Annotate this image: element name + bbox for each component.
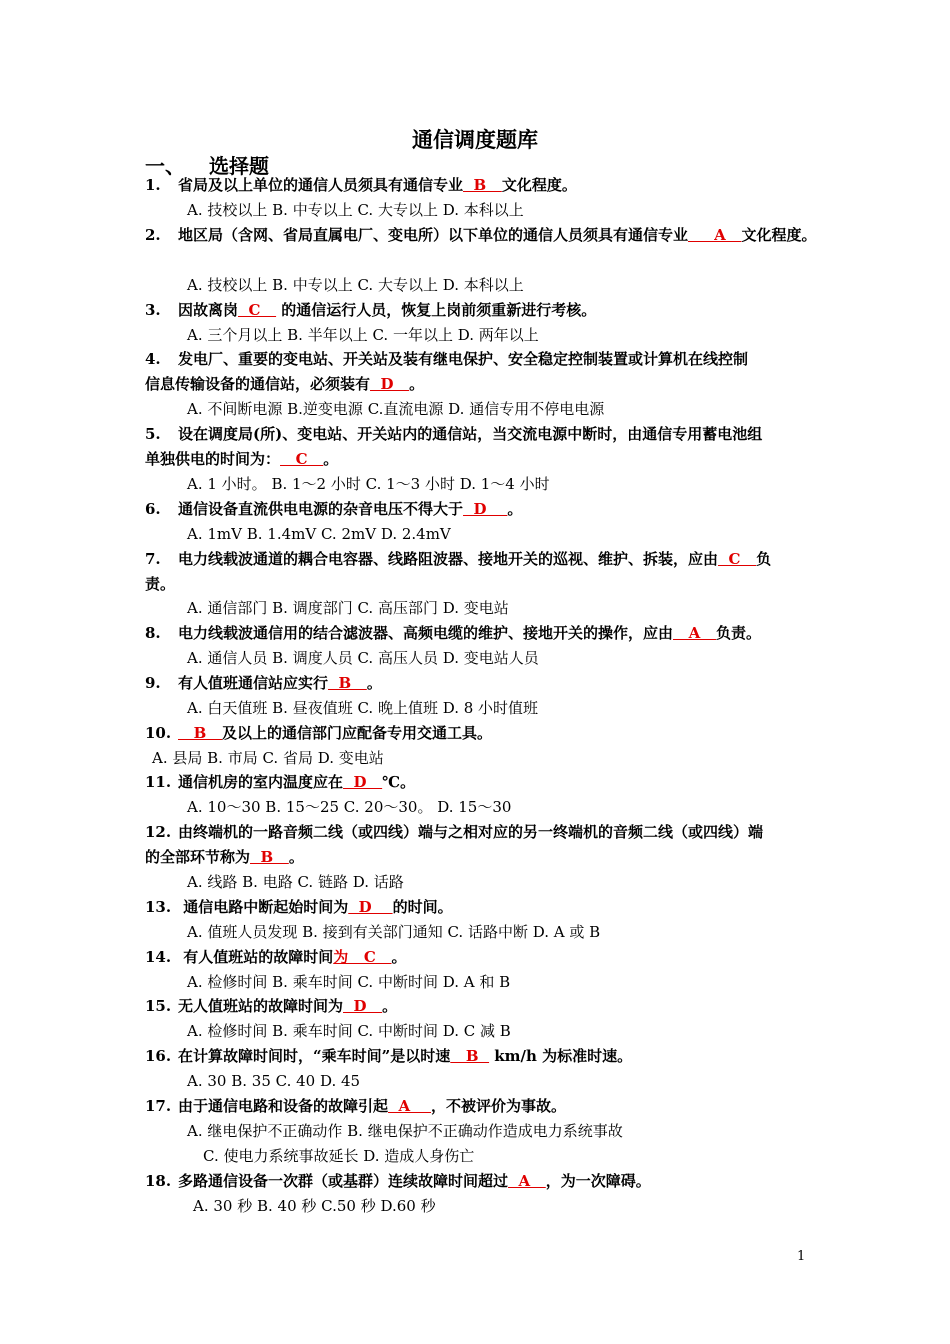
answer-options: A. 继电保护不正确动作 B. 继电保护不正确动作造成电力系统事故: [187, 1122, 623, 1140]
question-number: 16.: [145, 1047, 172, 1065]
question-text-after: 。: [366, 674, 382, 692]
question-text-after: ℃。: [382, 773, 416, 791]
question-text-after: 。: [288, 848, 304, 866]
answer-blank: B: [328, 674, 367, 692]
question-text-after: ，不被评价为事故。: [431, 1097, 567, 1115]
question-number: 10.: [145, 724, 172, 742]
question-text: 发电厂、重要的变电站、开关站及装有继电保护、安全稳定控制装置或计算机在线控制: [178, 350, 749, 368]
question-5: [145, 424, 762, 444]
question-text: 无人值班站的故障时间为: [178, 997, 344, 1015]
question-15: [145, 996, 397, 1016]
question-number: 11.: [145, 773, 172, 791]
question-text: 通信电路中断起始时间为: [178, 898, 349, 916]
question-17: [145, 1096, 566, 1116]
question-number: 8.: [145, 624, 161, 642]
question-text: 的全部环节称为: [145, 848, 251, 866]
answer-options: C. 使电力系统事故延长 D. 造成人身伤亡: [203, 1147, 475, 1165]
question-text: 通信设备直流供电电源的杂音电压不得大于: [178, 500, 464, 518]
answer-blank: A: [388, 1097, 431, 1115]
question-number: 13.: [145, 898, 172, 916]
question-number: 17.: [145, 1097, 172, 1115]
question-number: 1.: [145, 176, 161, 194]
question-text-after: 文化程度。: [741, 226, 817, 244]
question-1: [145, 175, 577, 195]
question-text: 由终端机的一路音频二线（或四线）端与之相对应的另一终端机的音频二线（或四线）端: [178, 823, 764, 841]
answer-blank: D: [348, 898, 393, 916]
answer-options: A. 检修时间 B. 乘车时间 C. 中断时间 D. C 减 B: [187, 1022, 511, 1040]
answer-options: A. 县局 B. 市局 C. 省局 D. 变电站: [152, 749, 384, 767]
answer-blank: C: [718, 550, 757, 568]
answer-blank: D: [370, 375, 410, 393]
question-12: [145, 822, 763, 842]
question-continuation: [145, 847, 304, 867]
question-3: [145, 300, 596, 320]
question-text: 电力线载波通道的耦合电容器、线路阻波器、接地开关的巡视、维护、拆装，应由: [178, 550, 719, 568]
question-number: 14.: [145, 948, 172, 966]
question-7: [145, 549, 771, 569]
question-text-after: 文化程度。: [501, 176, 577, 194]
question-number: 6.: [145, 500, 161, 518]
question-text: 在计算故障时间时，“乘车时间”是以时速: [178, 1047, 451, 1065]
question-number: 12.: [145, 823, 172, 841]
question-text-after: km/h 为标准时速。: [489, 1047, 633, 1065]
question-text-after: 负: [756, 550, 772, 568]
section-number: 一、: [145, 154, 185, 178]
answer-options: A. 技校以上 B. 中专以上 C. 大专以上 D. 本科以上: [187, 276, 524, 294]
question-number: 7.: [145, 550, 161, 568]
question-text-after: 负责。: [716, 624, 762, 642]
question-text-after: 。: [409, 375, 425, 393]
question-text: 有人值班站的故障时间: [178, 948, 334, 966]
answer-options: A. 检修时间 B. 乘车时间 C. 中断时间 D. A 和 B: [187, 973, 511, 991]
question-text-after: ，为一次障碍。: [545, 1172, 651, 1190]
question-continuation: [145, 449, 338, 469]
answer-blank: B: [250, 848, 289, 866]
question-text: 单独供电的时间为：: [145, 450, 281, 468]
question-16: [145, 1046, 632, 1066]
question-6: [145, 499, 522, 519]
section-label: 选择题: [209, 154, 269, 178]
answer-blank: B: [178, 724, 223, 742]
question-number: 5.: [145, 425, 161, 443]
answer-blank: A: [688, 226, 742, 244]
question-11: [145, 772, 415, 792]
question-number: 18.: [145, 1172, 172, 1190]
question-text-after: 。: [507, 500, 523, 518]
answer-options: A. 1mV B. 1.4mV C. 2mV D. 2.4mV: [187, 525, 451, 543]
question-text-after: 。: [391, 948, 407, 966]
answer-options: A. 通信部门 B. 调度部门 C. 高压部门 D. 变电站: [187, 599, 509, 617]
question-text: 省局及以上单位的通信人员须具有通信专业: [178, 176, 464, 194]
question-14: [145, 947, 407, 967]
question-8: [145, 623, 761, 643]
answer-options: A. 白天值班 B. 昼夜值班 C. 晚上值班 D. 8 小时值班: [187, 699, 539, 717]
answer-blank: 为 C: [333, 948, 392, 966]
question-text-after: 。: [382, 997, 398, 1015]
answer-blank: A: [673, 624, 716, 642]
answer-options: A. 通信人员 B. 调度人员 C. 高压人员 D. 变电站人员: [187, 649, 539, 667]
answer-blank: B: [450, 1047, 490, 1065]
answer-options: A. 10～30 B. 15～25 C. 20～30。 D. 15～30: [187, 798, 512, 816]
answer-options: A. 技校以上 B. 中专以上 C. 大专以上 D. 本科以上: [187, 201, 524, 219]
document-title: 通信调度题库: [412, 127, 538, 152]
answer-options: A. 不间断电源 B.逆变电源 C.直流电源 D. 通信专用不停电电源: [187, 400, 605, 418]
question-2: [145, 225, 816, 245]
question-continuation: [145, 574, 175, 594]
answer-blank: D: [463, 500, 508, 518]
question-text: 责。: [145, 575, 176, 593]
question-number: 9.: [145, 674, 161, 692]
answer-options: A. 三个月以上 B. 半年以上 C. 一年以上 D. 两年以上: [187, 326, 539, 344]
question-number: 2.: [145, 226, 161, 244]
answer-options: A. 1 小时。 B. 1～2 小时 C. 1～3 小时 D. 1～4 小时: [187, 475, 550, 493]
question-number: 4.: [145, 350, 161, 368]
question-text: 多路通信设备一次群（或基群）连续故障时间超过: [178, 1172, 509, 1190]
question-text: 地区局（含网、省局直属电厂、变电所）以下单位的通信人员须具有通信专业: [178, 226, 689, 244]
question-text: 通信机房的室内温度应在: [178, 773, 344, 791]
answer-blank: C: [238, 301, 277, 319]
question-text: 因故离岗: [178, 301, 239, 319]
question-number: 15.: [145, 997, 172, 1015]
answer-options: A. 线路 B. 电路 C. 链路 D. 话路: [187, 873, 404, 891]
question-text: 有人值班通信站应实行: [178, 674, 329, 692]
answer-options: A. 30 秒 B. 40 秒 C.50 秒 D.60 秒: [193, 1197, 436, 1215]
question-text-after: 及以上的通信部门应配备专用交通工具。: [222, 724, 493, 742]
answer-blank: B: [463, 176, 502, 194]
question-continuation: [145, 374, 424, 394]
question-18: [145, 1171, 651, 1191]
question-text: 信息传输设备的通信站，必须装有: [145, 375, 371, 393]
question-10: [145, 723, 492, 743]
question-text: 设在调度局(所)、变电站、开关站内的通信站，当交流电源中断时，由通信专用蓄电池组: [178, 425, 763, 443]
question-text-after: 的时间。: [392, 898, 453, 916]
question-9: [145, 673, 382, 693]
question-text: 电力线载波通信用的结合滤波器、高频电缆的维护、接地开关的操作，应由: [178, 624, 674, 642]
answer-options: A. 值班人员发现 B. 接到有关部门通知 C. 话路中断 D. A 或 B: [187, 923, 601, 941]
question-13: [145, 897, 453, 917]
page-number: 1: [797, 1249, 806, 1264]
answer-blank: D: [343, 773, 383, 791]
answer-blank: D: [343, 997, 383, 1015]
question-text-after: 。: [323, 450, 339, 468]
question-text: 由于通信电路和设备的故障引起: [178, 1097, 389, 1115]
answer-blank: C: [280, 450, 324, 468]
question-number: 3.: [145, 301, 161, 319]
question-text-after: 的通信运行人员，恢复上岗前须重新进行考核。: [276, 301, 597, 319]
question-4: [145, 349, 748, 369]
answer-options: A. 30 B. 35 C. 40 D. 45: [187, 1072, 361, 1090]
answer-blank: A: [508, 1172, 546, 1190]
